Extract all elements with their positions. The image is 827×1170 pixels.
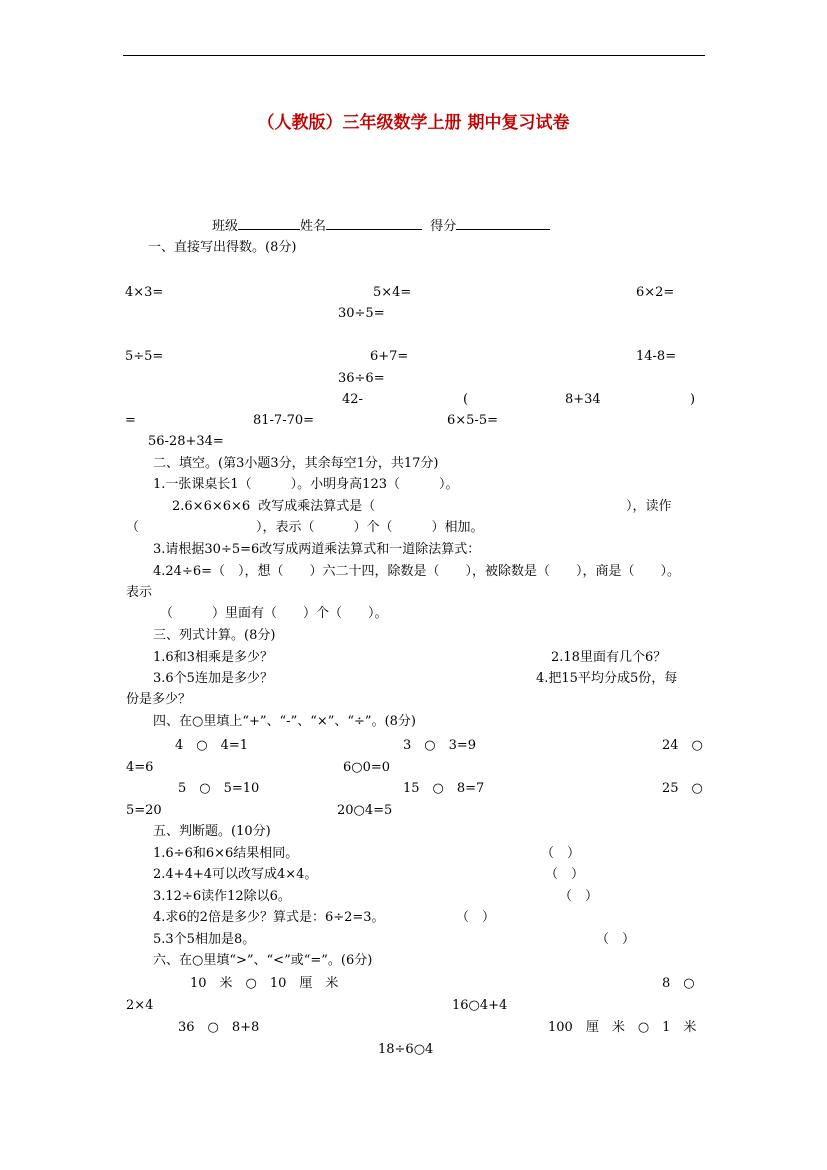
score-label: 得分 bbox=[430, 219, 457, 234]
calc-item: 4×3= bbox=[125, 285, 164, 300]
section-6-heading: 六、在○里填“>”、“<”或“=”。(6分) bbox=[153, 953, 373, 968]
fill-line: 1.一张课桌长1（ ）。小明身高123（ ）。 bbox=[153, 477, 459, 492]
fill-line: 表示 bbox=[126, 585, 153, 600]
section-2-heading: 二、填空。(第3小题3分，其余每空1分，共17分) bbox=[153, 456, 439, 471]
compare-item: 2×4 bbox=[126, 998, 154, 1013]
calc-item: 5×4= bbox=[373, 285, 412, 300]
operator-item: 4 ○ 4=1 bbox=[175, 738, 249, 753]
calc-item: 8+34 bbox=[565, 392, 601, 407]
fill-line: 3.请根据30÷5=6改写成两道乘法算式和一道除法算式： bbox=[153, 542, 481, 557]
info-line bbox=[212, 217, 550, 235]
word-problem: 3.6个5连加是多少？ bbox=[153, 671, 273, 686]
operator-item: 20○4=5 bbox=[337, 803, 393, 818]
calc-item: = bbox=[125, 413, 136, 428]
judge-statement: 5.3个5相加是8。 bbox=[153, 932, 256, 947]
compare-item: 16○4+4 bbox=[452, 998, 508, 1013]
class-label: 班级 bbox=[212, 219, 239, 234]
judge-mark: （ ） bbox=[545, 867, 585, 882]
operator-item: 4=6 bbox=[126, 760, 154, 775]
operator-item: 24 ○ bbox=[662, 738, 703, 753]
operator-item: 5=20 bbox=[126, 803, 162, 818]
judge-mark: （ ） bbox=[596, 932, 636, 947]
calc-item: 5÷5= bbox=[125, 349, 164, 364]
judge-mark: （ ） bbox=[541, 846, 581, 861]
score-blank bbox=[456, 217, 550, 230]
word-problem: 份是多少？ bbox=[126, 692, 192, 707]
page-title: （人教版）三年级数学上册 期中复习试卷 bbox=[257, 113, 570, 133]
name-blank bbox=[326, 217, 422, 230]
calc-item: 14-8= bbox=[636, 349, 677, 364]
calc-item: 6+7= bbox=[370, 349, 409, 364]
compare-item: 18÷6○4 bbox=[378, 1042, 434, 1057]
word-problem: 4.把15平均分成5份，每 bbox=[536, 671, 678, 686]
section-5-heading: 五、判断题。(10分) bbox=[153, 824, 271, 839]
calc-item: 81-7-70= bbox=[253, 413, 315, 428]
fill-line: （ ）里面有（ ）个（ ）。 bbox=[160, 606, 388, 621]
calc-item: 42- bbox=[342, 392, 363, 407]
name-label: 姓名 bbox=[300, 219, 327, 234]
calc-item: ( bbox=[463, 392, 469, 407]
calc-item: ) bbox=[690, 392, 696, 407]
compare-item: 36 ○ 8+8 bbox=[178, 1020, 260, 1035]
compare-item: 100 厘 米 ○ 1 米 bbox=[548, 1020, 697, 1035]
fill-line: 4.24÷6=（ ），想（ ）六二十四，除数是（ ），被除数是（ ），商是（ ）。 bbox=[153, 564, 681, 579]
class-blank bbox=[238, 217, 300, 230]
operator-item: 25 ○ bbox=[662, 781, 703, 796]
judge-statement: 3.12÷6读作12除以6。 bbox=[153, 889, 291, 904]
header-rule bbox=[123, 55, 705, 56]
word-problem: 2.18里面有几个6？ bbox=[551, 650, 667, 665]
compare-item: 8 ○ bbox=[662, 976, 695, 991]
section-4-heading: 四、在○里填上“+”、“-”、“×”、“÷”。(8分) bbox=[153, 714, 416, 729]
judge-statement: 4.求6的2倍是多少？算式是：6÷2=3。 bbox=[153, 910, 385, 925]
operator-item: 5 ○ 5=10 bbox=[178, 781, 260, 796]
fill-line: 2.6×6×6×6 改写成乘法算式是（ bbox=[172, 499, 376, 514]
operator-item: 3 ○ 3=9 bbox=[403, 738, 477, 753]
calc-item: 6×5-5= bbox=[447, 413, 498, 428]
operator-item: 15 ○ 8=7 bbox=[403, 781, 485, 796]
judge-statement: 2.4+4+4可以改写成4×4。 bbox=[153, 867, 318, 882]
judge-mark: （ ） bbox=[456, 910, 496, 925]
operator-item: 6○0=0 bbox=[343, 760, 391, 775]
word-problem: 1.6和3相乘是多少？ bbox=[153, 650, 273, 665]
fill-line: （ ），表示（ ）个（ ）相加。 bbox=[126, 520, 484, 535]
calc-item: 56-28+34= bbox=[148, 434, 224, 449]
judge-mark: （ ） bbox=[559, 889, 599, 904]
section-1-heading: 一、直接写出得数。(8分) bbox=[148, 240, 297, 255]
compare-item: 10 米 ○ 10 厘 米 bbox=[190, 976, 339, 991]
calc-item: 30÷5= bbox=[338, 306, 385, 321]
fill-line: ），读作 bbox=[626, 499, 672, 514]
judge-statement: 1.6÷6和6×6结果相同。 bbox=[153, 846, 299, 861]
calc-item: 36÷6= bbox=[338, 371, 385, 386]
calc-item: 6×2= bbox=[636, 285, 675, 300]
section-3-heading: 三、列式计算。(8分) bbox=[153, 628, 276, 643]
